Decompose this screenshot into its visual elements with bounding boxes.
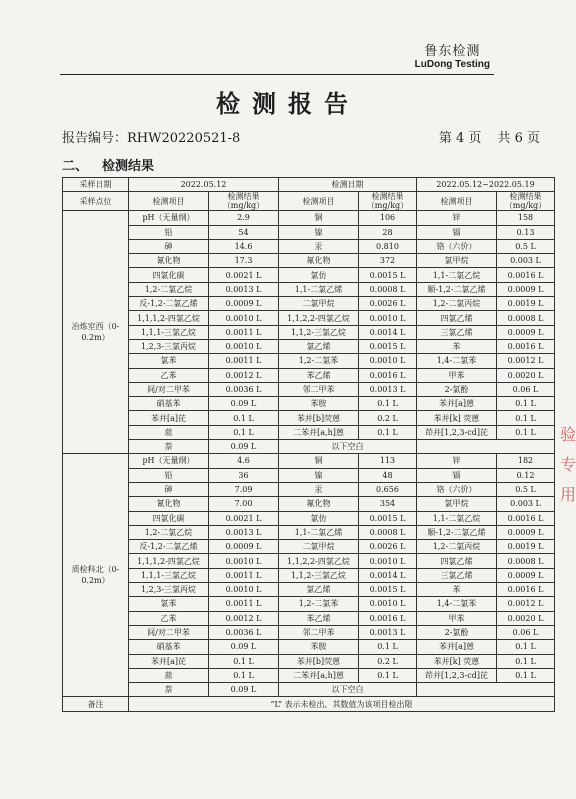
- value-cell: 0.5 L: [497, 482, 555, 496]
- item-cell: 四氯乙烯: [417, 554, 497, 568]
- value-cell: 0.0013 L: [209, 282, 279, 296]
- value-cell: 54: [209, 225, 279, 239]
- value-cell: 0.810: [359, 239, 417, 253]
- value-cell: 0.1 L: [359, 397, 417, 411]
- value-cell: 0.0015 L: [359, 339, 417, 353]
- value-cell: 0.2 L: [359, 411, 417, 425]
- item-cell: 二氯甲烷: [279, 297, 359, 311]
- item-cell: 镍: [279, 468, 359, 482]
- table-row: [63, 568, 555, 582]
- item-cell: 1,2-二氯苯: [279, 354, 359, 368]
- value-cell: 0.0026 L: [359, 297, 417, 311]
- page-title: 检测报告: [216, 89, 360, 118]
- item-cell: 苯并[a]芘: [129, 654, 209, 668]
- item-cell: 汞: [279, 482, 359, 496]
- results-table: [62, 177, 555, 712]
- item-cell: 锌: [417, 211, 497, 225]
- value-cell: 0.0015 L: [359, 268, 417, 282]
- item-cell: 1,1,2,2-四氯乙烷: [279, 554, 359, 568]
- table-row: [63, 325, 555, 339]
- value-cell: 4.6: [209, 454, 279, 468]
- item-cell: 1,1,2-三氯乙烷: [279, 568, 359, 582]
- item-cell: 1,1,1-三氯乙烷: [129, 568, 209, 582]
- item-cell: 砷: [129, 239, 209, 253]
- item-cell: 1,1-二氯乙烷: [417, 268, 497, 282]
- table-row: [63, 511, 555, 525]
- item-cell: 1,2-二氯苯: [279, 597, 359, 611]
- item-cell: 苯乙烯: [279, 368, 359, 382]
- item-header: 检测项目: [129, 192, 209, 211]
- value-cell: 0.1 L: [209, 654, 279, 668]
- no-blank-note: 以下空白: [279, 440, 417, 454]
- value-cell: 372: [359, 254, 417, 268]
- test-date-label: 检测日期: [279, 178, 417, 192]
- value-cell: 0.0009 L: [209, 540, 279, 554]
- item-cell: 苯并[k] 荧蒽: [417, 654, 497, 668]
- sampling-date-label: 采样日期: [63, 178, 129, 192]
- value-cell: 7.09: [209, 482, 279, 496]
- item-cell: 苯并[a]蒽: [417, 640, 497, 654]
- item-cell: 氰化物: [129, 497, 209, 511]
- page-current: 第 4 页: [438, 131, 482, 146]
- item-cell: 氯乙烯: [279, 583, 359, 597]
- test-date: 2022.05.12~2022.05.19: [417, 178, 555, 192]
- value-cell: 0.09 L: [209, 397, 279, 411]
- item-cell: 乙苯: [129, 368, 209, 382]
- value-cell: 0.0016 L: [497, 583, 555, 597]
- value-cell: 0.0016 L: [359, 368, 417, 382]
- item-cell: 邻二甲苯: [279, 625, 359, 639]
- item-cell: 苯: [417, 339, 497, 353]
- item-cell: 汞: [279, 239, 359, 253]
- value-cell: 0.1 L: [209, 668, 279, 682]
- value-cell: 0.0036 L: [209, 625, 279, 639]
- value-cell: 0.0010 L: [209, 554, 279, 568]
- item-cell: 1,1,1,2-四氯乙烷: [129, 311, 209, 325]
- item-cell: 苯: [417, 583, 497, 597]
- value-cell: 0.0015 L: [359, 511, 417, 525]
- value-cell: 0.0012 L: [497, 354, 555, 368]
- item-cell: 䓛: [129, 425, 209, 439]
- table-row: [63, 611, 555, 625]
- value-cell: 0.0009 L: [497, 525, 555, 539]
- item-cell: 2-氯酚: [417, 382, 497, 396]
- item-cell: 䓛: [129, 668, 209, 682]
- value-cell: 0.09 L: [209, 440, 279, 454]
- item-cell: 间/对二甲苯: [129, 625, 209, 639]
- item-cell: 1,2,3-三氯丙烷: [129, 339, 209, 353]
- item-cell: 乙苯: [129, 611, 209, 625]
- table-row: [63, 683, 555, 697]
- table-row: [63, 311, 555, 325]
- report-number: 报告编号：RHW20220521-8: [62, 131, 241, 146]
- value-cell: 0.0020 L: [497, 368, 555, 382]
- value-cell: 0.0012 L: [209, 368, 279, 382]
- value-cell: 0.0016 L: [497, 511, 555, 525]
- value-cell: 0.1 L: [497, 397, 555, 411]
- value-cell: 0.5 L: [497, 239, 555, 253]
- table-row: [63, 397, 555, 411]
- value-cell: 0.0019 L: [497, 540, 555, 554]
- value-cell: 0.0008 L: [497, 311, 555, 325]
- value-cell: 0.0010 L: [209, 583, 279, 597]
- value-cell: 0.0010 L: [359, 597, 417, 611]
- value-cell: 0.0008 L: [359, 525, 417, 539]
- value-cell: 0.1 L: [497, 654, 555, 668]
- no-blank-note: 以下空白: [279, 683, 417, 697]
- result-header: 检测结果（mg/kg）: [497, 192, 555, 211]
- item-cell: 铬（六价）: [417, 239, 497, 253]
- item-cell: 1,1-二氯乙烷: [417, 511, 497, 525]
- item-cell: 1,2-二氯丙烷: [417, 297, 497, 311]
- page-indicator: [423, 127, 540, 146]
- table-row: [63, 525, 555, 539]
- sampling-date: 2022.05.12: [129, 178, 279, 192]
- value-cell: 0.13: [497, 225, 555, 239]
- value-cell: 28: [359, 225, 417, 239]
- item-cell: 顺-1,2-二氯乙烯: [417, 282, 497, 296]
- table-row: [63, 597, 555, 611]
- item-cell: 二苯并[a,h]蒽: [279, 425, 359, 439]
- value-cell: 0.0013 L: [359, 625, 417, 639]
- remark-row: [63, 697, 555, 711]
- value-cell: 0.0014 L: [359, 325, 417, 339]
- item-cell: 镉: [417, 468, 497, 482]
- item-cell: 苯胺: [279, 397, 359, 411]
- value-cell: 0.0008 L: [359, 282, 417, 296]
- empty-cell: [417, 683, 555, 697]
- item-cell: 萘: [129, 440, 209, 454]
- value-cell: 0.1 L: [497, 411, 555, 425]
- value-cell: 0.0021 L: [209, 511, 279, 525]
- value-cell: 0.1 L: [497, 668, 555, 682]
- item-cell: 氯甲烷: [417, 254, 497, 268]
- value-cell: 0.0020 L: [497, 611, 555, 625]
- item-cell: 镍: [279, 225, 359, 239]
- value-cell: 0.0009 L: [497, 325, 555, 339]
- brand-logo: [415, 44, 490, 71]
- item-cell: 1,1,1,2-四氯乙烷: [129, 554, 209, 568]
- item-cell: 铅: [129, 468, 209, 482]
- value-cell: 0.0009 L: [209, 297, 279, 311]
- item-cell: 邻二甲苯: [279, 382, 359, 396]
- item-cell: 苯并[k] 荧蒽: [417, 411, 497, 425]
- table-row: [63, 254, 555, 268]
- section-heading: [62, 155, 154, 174]
- item-cell: 氟化物: [279, 497, 359, 511]
- item-cell: 氰化物: [129, 254, 209, 268]
- value-cell: 158: [497, 211, 555, 225]
- value-cell: 0.0026 L: [359, 540, 417, 554]
- value-cell: 0.1 L: [359, 668, 417, 682]
- value-cell: 0.0011 L: [209, 325, 279, 339]
- section-title: 检测结果: [102, 159, 155, 174]
- item-cell: 1,1,2,2-四氯乙烷: [279, 311, 359, 325]
- table-row: [63, 411, 555, 425]
- table-row: [63, 497, 555, 511]
- item-cell: 萘: [129, 683, 209, 697]
- item-cell: 二氯甲烷: [279, 540, 359, 554]
- item-cell: 茚并[1,2,3-cd]芘: [417, 668, 497, 682]
- table-row: [63, 239, 555, 253]
- header-divider: [60, 74, 494, 75]
- value-cell: 0.1 L: [209, 425, 279, 439]
- table-row: [63, 382, 555, 396]
- value-cell: 0.0011 L: [209, 354, 279, 368]
- value-cell: 0.0036 L: [209, 382, 279, 396]
- item-cell: 苯胺: [279, 640, 359, 654]
- value-cell: 0.0016 L: [497, 339, 555, 353]
- item-cell: 1,1,1-三氯乙烷: [129, 325, 209, 339]
- value-cell: 0.003 L: [497, 497, 555, 511]
- item-cell: 氯苯: [129, 597, 209, 611]
- item-cell: 铜: [279, 211, 359, 225]
- table-row: [63, 425, 555, 439]
- value-cell: 0.1 L: [359, 640, 417, 654]
- value-cell: 0.0011 L: [209, 597, 279, 611]
- item-cell: 铜: [279, 454, 359, 468]
- table-row: [63, 482, 555, 496]
- value-cell: 0.0019 L: [497, 297, 555, 311]
- item-cell: 1,2-二氯乙烷: [129, 525, 209, 539]
- table-row: [63, 368, 555, 382]
- value-cell: 0.06 L: [497, 382, 555, 396]
- value-cell: 0.656: [359, 482, 417, 496]
- item-cell: 铅: [129, 225, 209, 239]
- site-cell: 质检科北（0-0.2m）: [63, 454, 129, 697]
- item-cell: 四氯化碳: [129, 511, 209, 525]
- item-cell: 苯乙烯: [279, 611, 359, 625]
- table-row: [63, 625, 555, 639]
- value-cell: 0.0009 L: [497, 568, 555, 582]
- item-cell: 1,4-二氯苯: [417, 354, 497, 368]
- item-cell: 氟化物: [279, 254, 359, 268]
- item-cell: 氯苯: [129, 354, 209, 368]
- value-cell: 0.0010 L: [359, 354, 417, 368]
- item-cell: pH（无量纲）: [129, 454, 209, 468]
- item-cell: 氯仿: [279, 268, 359, 282]
- value-cell: 0.12: [497, 468, 555, 482]
- value-cell: 0.0013 L: [209, 525, 279, 539]
- empty-cell: [417, 440, 555, 454]
- item-cell: 苯并[b]荧蒽: [279, 411, 359, 425]
- value-cell: 0.2 L: [359, 654, 417, 668]
- item-cell: 砷: [129, 482, 209, 496]
- value-cell: 0.0009 L: [497, 282, 555, 296]
- section-number: 二、: [62, 159, 89, 174]
- item-cell: 四氯乙烯: [417, 311, 497, 325]
- value-cell: 17.3: [209, 254, 279, 268]
- value-cell: 0.0010 L: [209, 311, 279, 325]
- brand-en: LuDong Testing: [414, 59, 490, 70]
- item-cell: 硝基苯: [129, 640, 209, 654]
- value-cell: 0.0021 L: [209, 268, 279, 282]
- item-cell: 铬（六价）: [417, 482, 497, 496]
- value-cell: 0.0016 L: [359, 611, 417, 625]
- table-row: [63, 454, 555, 468]
- table-row: [63, 211, 555, 225]
- item-cell: 1,1-二氯乙烯: [279, 525, 359, 539]
- item-cell: 1,2-二氯丙烷: [417, 540, 497, 554]
- item-cell: 锌: [417, 454, 497, 468]
- results-body: [63, 178, 555, 712]
- value-cell: 0.0015 L: [359, 583, 417, 597]
- item-cell: 1,1,2-三氯乙烷: [279, 325, 359, 339]
- table-row: [63, 297, 555, 311]
- item-header: 检测项目: [417, 192, 497, 211]
- item-cell: 1,4-二氯苯: [417, 597, 497, 611]
- item-cell: 2-氯酚: [417, 625, 497, 639]
- table-row: [63, 554, 555, 568]
- table-row: [63, 654, 555, 668]
- value-cell: 182: [497, 454, 555, 468]
- value-cell: 36: [209, 468, 279, 482]
- value-cell: 0.09 L: [209, 640, 279, 654]
- header-row: [63, 192, 555, 211]
- value-cell: 0.09 L: [209, 683, 279, 697]
- table-row: [63, 282, 555, 296]
- value-cell: 0.0016 L: [497, 268, 555, 282]
- table-row: [63, 354, 555, 368]
- item-cell: 氯乙烯: [279, 339, 359, 353]
- item-cell: 1,2,3-三氯丙烷: [129, 583, 209, 597]
- item-cell: 氯甲烷: [417, 497, 497, 511]
- value-cell: 113: [359, 454, 417, 468]
- value-cell: 7.00: [209, 497, 279, 511]
- value-cell: 0.0014 L: [359, 568, 417, 582]
- value-cell: 0.1 L: [359, 425, 417, 439]
- item-header: 检测项目: [279, 192, 359, 211]
- date-row: [63, 178, 555, 192]
- item-cell: 甲苯: [417, 611, 497, 625]
- item-cell: 三氯乙烯: [417, 568, 497, 582]
- item-cell: 镉: [417, 225, 497, 239]
- value-cell: 0.003 L: [497, 254, 555, 268]
- remark-label: 备注: [63, 697, 129, 711]
- value-cell: 354: [359, 497, 417, 511]
- item-cell: 三氯乙烯: [417, 325, 497, 339]
- page-total: 共 6 页: [497, 131, 540, 146]
- table-row: [63, 225, 555, 239]
- table-row: [63, 668, 555, 682]
- value-cell: 0.06 L: [497, 625, 555, 639]
- item-cell: 硝基苯: [129, 397, 209, 411]
- value-cell: 0.0012 L: [209, 611, 279, 625]
- item-cell: 1,1-二氯乙烯: [279, 282, 359, 296]
- value-cell: 0.1 L: [209, 411, 279, 425]
- item-cell: 苯并[a]蒽: [417, 397, 497, 411]
- table-row: [63, 540, 555, 554]
- result-header: 检测结果（mg/kg）: [359, 192, 417, 211]
- item-cell: 四氯化碳: [129, 268, 209, 282]
- item-cell: 苯并[b]荧蒽: [279, 654, 359, 668]
- value-cell: 48: [359, 468, 417, 482]
- result-header: 检测结果（mg/kg）: [209, 192, 279, 211]
- value-cell: 2.9: [209, 211, 279, 225]
- table-row: [63, 268, 555, 282]
- stamp-fragment: 验 专 用: [560, 425, 576, 504]
- site-header: 采样点位: [63, 192, 129, 211]
- item-cell: 甲苯: [417, 368, 497, 382]
- item-cell: 苯并[a]芘: [129, 411, 209, 425]
- item-cell: 氯仿: [279, 511, 359, 525]
- value-cell: 0.1 L: [497, 425, 555, 439]
- value-cell: 106: [359, 211, 417, 225]
- remark-text: “L” 表示未检出，其数值为该项目检出限: [129, 697, 555, 711]
- value-cell: 0.0011 L: [209, 568, 279, 582]
- table-row: [63, 468, 555, 482]
- item-cell: 二苯并[a,h]蒽: [279, 668, 359, 682]
- item-cell: 间/对二甲苯: [129, 382, 209, 396]
- item-cell: 反-1,2-二氯乙烯: [129, 540, 209, 554]
- value-cell: 0.0010 L: [359, 554, 417, 568]
- value-cell: 0.0010 L: [209, 339, 279, 353]
- table-row: [63, 339, 555, 353]
- item-cell: 顺-1,2-二氯乙烯: [417, 525, 497, 539]
- item-cell: pH（无量纲）: [129, 211, 209, 225]
- value-cell: 14.6: [209, 239, 279, 253]
- item-cell: 反-1,2-二氯乙烯: [129, 297, 209, 311]
- table-row: [63, 440, 555, 454]
- value-cell: 0.0008 L: [497, 554, 555, 568]
- value-cell: 0.0013 L: [359, 382, 417, 396]
- table-row: [63, 583, 555, 597]
- site-cell: 冶炼室西（0-0.2m）: [63, 211, 129, 454]
- brand-cn: 鲁东检测: [424, 44, 481, 59]
- item-cell: 1,2-二氯乙烷: [129, 282, 209, 296]
- item-cell: 茚并[1,2,3-cd]芘: [417, 425, 497, 439]
- value-cell: 0.0012 L: [497, 597, 555, 611]
- value-cell: 0.1 L: [497, 640, 555, 654]
- value-cell: 0.0010 L: [359, 311, 417, 325]
- table-row: [63, 640, 555, 654]
